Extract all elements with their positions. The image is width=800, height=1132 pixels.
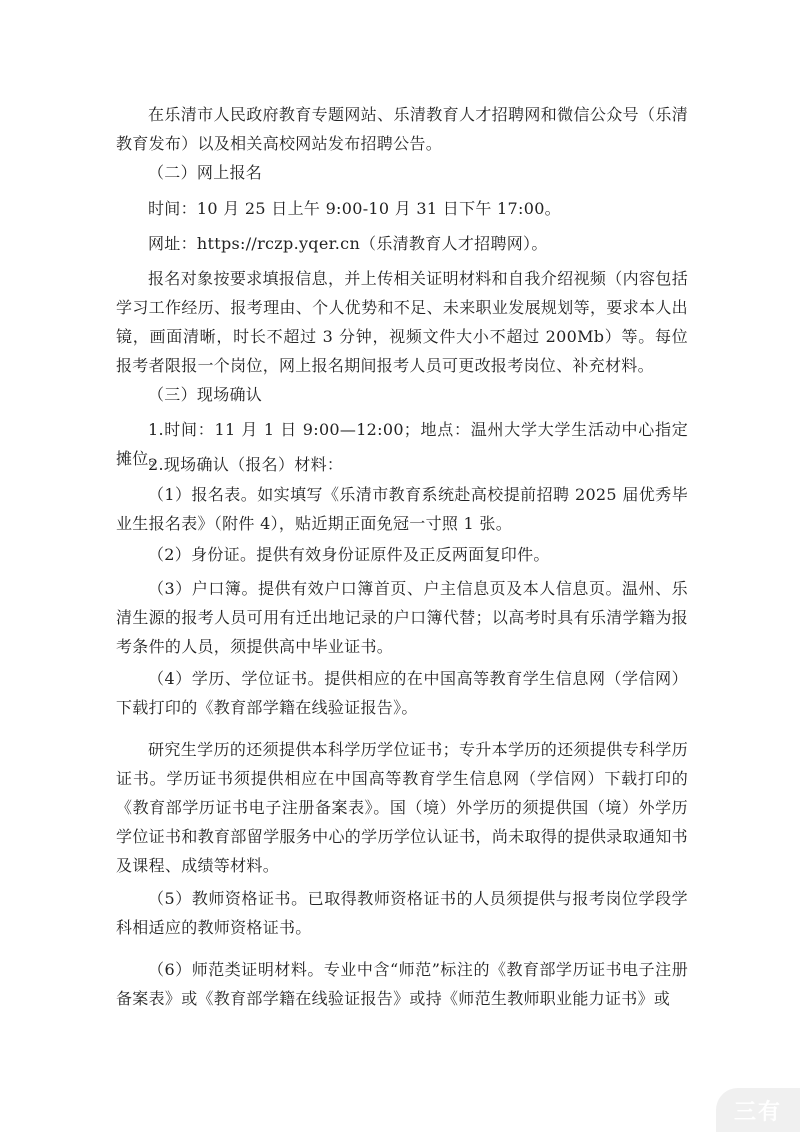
paragraph-normal-school-proof: （6）师范类证明材料。专业中含“师范”标注的《教育部学历证书电子注册备案表》或《教育部学籍在线验证报告》或持《师范生教师职业能力证书》或 [116, 960, 688, 1008]
paragraph-teacher-certificate: （5）教师资格证书。已取得教师资格证书的人员须提供与报考岗位学段学科相适应的教师资格证书。 [116, 889, 688, 937]
paragraph-id-card: （2）身份证。提供有效身份证原件及正反两面复印件。 [148, 545, 550, 564]
paragraph-graduate-requirements: 研究生学历的还须提供本科学历学位证书；专升本学历的还须提供专科学历证书。学历证书须提供相应在中国高等教育学生信息网（学信网）下载打印的《教育部学历证书电子注册备案表》。国（境）外学历的须提供国（境）外学历学位证书和教育部留学服务中心的学历学位认证书，尚未取得的提供录取通知书及课程、成绩等材料。 [116, 740, 688, 875]
heading-onsite-confirmation: （三）现场确认 [148, 385, 263, 404]
watermark-logo [716, 1088, 800, 1132]
paragraph-onsite-materials: 2.现场确认（报名）材料： [148, 455, 344, 474]
paragraph-publish-notice: 在乐清市人民政府教育专题网站、乐清教育人才招聘网和微信公众号（乐清教育发布）以及相关高校网站发布招聘公告。 [116, 105, 688, 153]
heading-online-registration: （二）网上报名 [148, 163, 263, 182]
paragraph-registration-requirements: 报名对象按要求填报信息，并上传相关证明材料和自我介绍视频（内容包括学习工作经历、报考理由、个人优势和不足、未来职业发展规划等，要求本人出镜，画面清晰，时长不超过 3 分钟，视频文件大小不超过 200Mb）等。每位报考者限报一个岗位，网上报名期间报考人员可更改报考岗位、补充材料。 [116, 269, 688, 375]
paragraph-household-register: （3）户口簿。提供有效户口簿首页、户主信息页及本人信息页。温州、乐清生源的报考人员可用有迁出地记录的户口簿代替；以高考时具有乐清学籍为报考条件的人员，须提供高中毕业证书。 [116, 579, 688, 656]
paragraph-onsite-time-location: 1.时间：11 月 1 日 9:00—12:00；地点：温州大学大学生活动中心指定摊位。 [116, 420, 688, 468]
paragraph-registration-form: （1）报名表。如实填写《乐清市教育系统赴高校提前招聘 2025 届优秀毕业生报名表》（附件 4），贴近期正面免冠一寸照 1 张。 [116, 485, 688, 533]
paragraph-registration-time: 时间：10 月 25 日上午 9:00-10 月 31 日下午 17:00。 [148, 199, 561, 218]
paragraph-degree-certificates: （4）学历、学位证书。提供相应的在中国高等教育学生信息网（学信网）下载打印的《教育部学籍在线验证报告》。 [116, 669, 688, 717]
paragraph-registration-url: 网址：https://rczp.yqer.cn（乐清教育人才招聘网）。 [148, 234, 548, 253]
watermark-text: 三有 [733, 1099, 782, 1125]
